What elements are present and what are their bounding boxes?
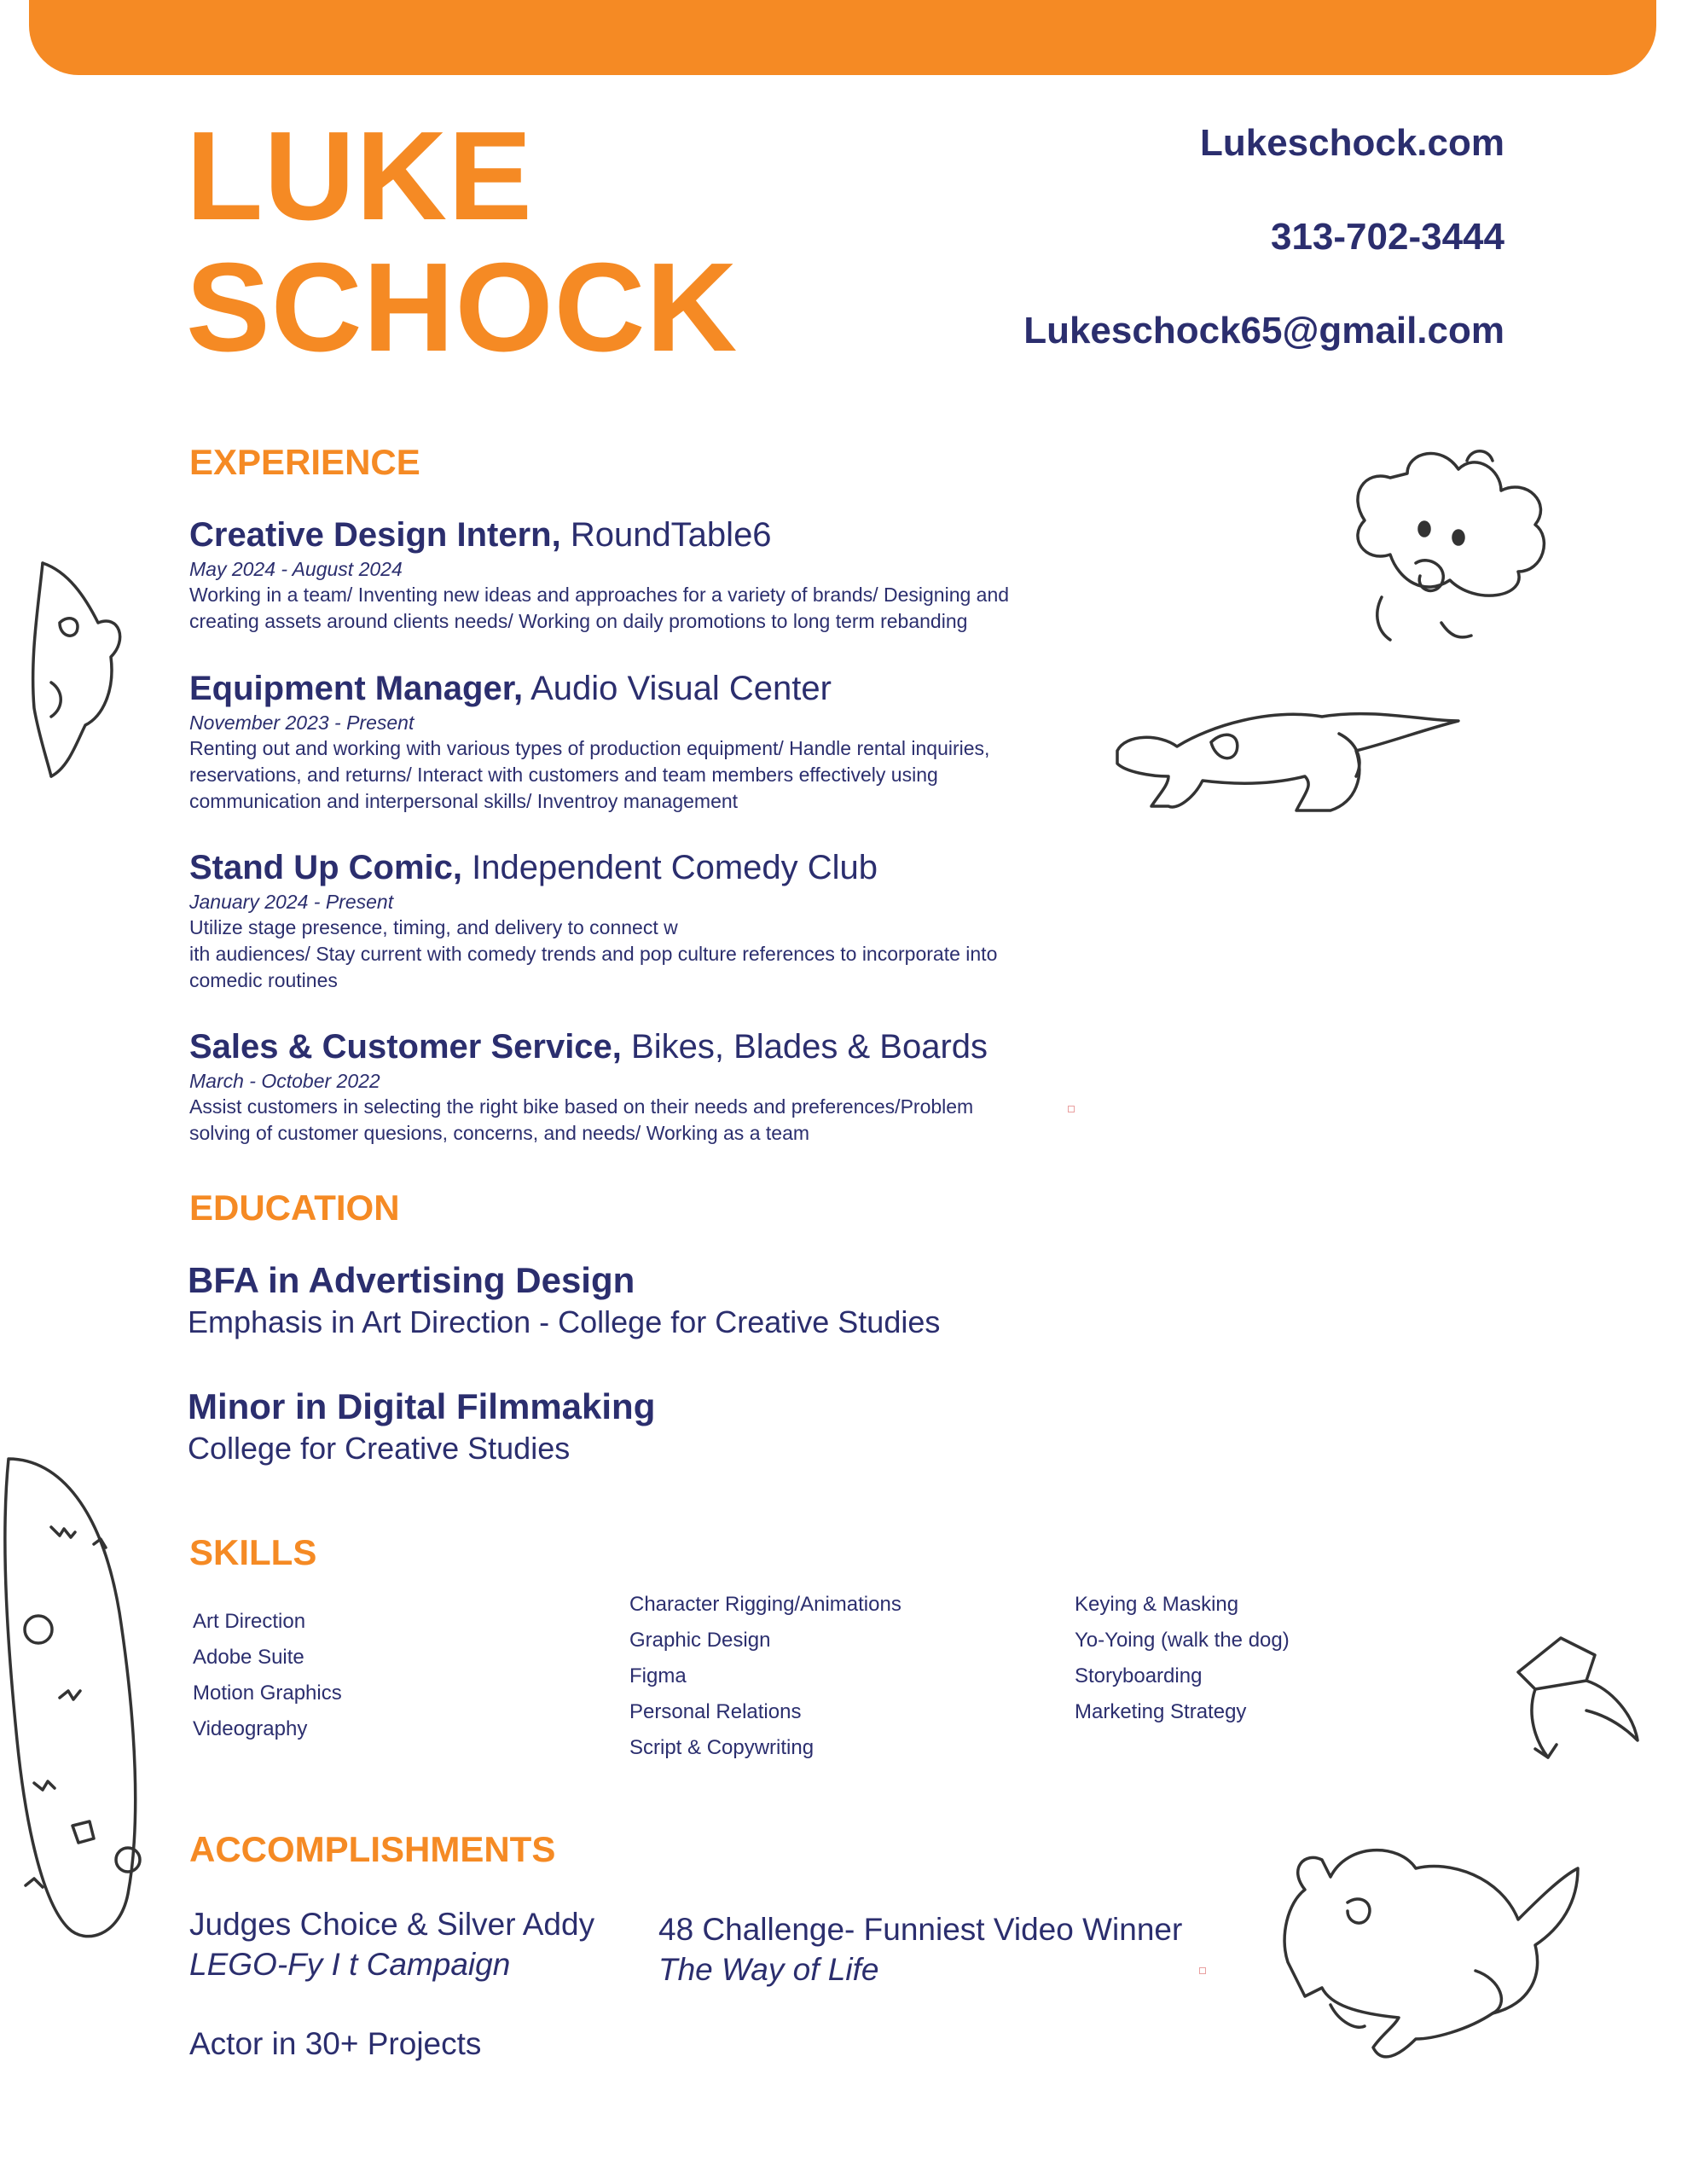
skill-item: Figma	[629, 1664, 687, 1687]
accomplishment-item	[658, 1909, 1182, 1989]
job-entry	[189, 846, 1076, 994]
degree-detail: Emphasis in Art Direction - College for Creative Studies	[188, 1304, 941, 1339]
job-dates: March - October 2022	[189, 1070, 380, 1092]
job-title: Sales & Customer Service,	[189, 1028, 622, 1066]
accomplishment-subtitle: LEGO-Fy I t Campaign	[189, 1947, 511, 1982]
skill-item: Motion Graphics	[193, 1682, 342, 1705]
job-title: Stand Up Comic,	[189, 849, 463, 886]
skills-heading: SKILLS	[189, 1532, 317, 1572]
job-company: Bikes, Blades & Boards	[631, 1028, 988, 1066]
accomplishment-item	[189, 2024, 481, 2064]
accomplishment-item	[189, 1904, 594, 1984]
skateboard-doodle	[0, 1442, 162, 1954]
degree: BFA in Advertising Design	[188, 1260, 635, 1300]
top-accent-bar	[29, 0, 1656, 75]
skills-column	[193, 1604, 342, 1747]
job-title: Equipment Manager,	[189, 670, 524, 707]
skill-item: Art Direction	[193, 1610, 306, 1633]
dog-doodle	[1254, 1809, 1612, 2099]
job-dates: November 2023 - Present	[189, 712, 415, 734]
accomplishment-title: Actor in 30+ Projects	[189, 2026, 482, 2061]
skill-item: Storyboarding	[1075, 1664, 1203, 1687]
accomplishment-subtitle: The Way of Life	[658, 1952, 879, 1987]
accomplishments-heading: ACCOMPLISHMENTS	[189, 1829, 556, 1869]
resume-name	[186, 106, 739, 378]
contact-info	[1023, 118, 1504, 399]
job-dates: January 2024 - Present	[189, 891, 394, 913]
skill-item: Videography	[193, 1717, 308, 1740]
skill-item: Yo-Yoing (walk the dog)	[1075, 1629, 1290, 1652]
bird-hat-doodle	[1501, 1621, 1655, 1774]
skill-item: Adobe Suite	[193, 1646, 304, 1669]
job-company: RoundTable6	[570, 516, 772, 554]
job-entry	[189, 667, 1076, 815]
job-company: Audio Visual Center	[530, 670, 832, 707]
small-mark	[1199, 1967, 1206, 1974]
skills-column	[1075, 1587, 1290, 1730]
job-description: Renting out and working with various types of production equipment/ Handle rental inquiries, reservations, and returns/ Interact with customers and team members effectively using communication and interpersonal skills/ Inventroy management	[189, 737, 990, 812]
job-title: Creative Design Intern,	[189, 516, 561, 554]
skills-column	[629, 1587, 901, 1766]
phone-number: 313-702-3444	[1270, 216, 1504, 258]
job-description: Utilize stage presence, timing, and delivery to connect w ith audiences/ Stay current with comedy trends and pop culture references to incorporate into comedic routines	[189, 916, 998, 991]
face-profile-doodle	[17, 555, 136, 793]
email-link[interactable]: Lukeschock65@gmail.com	[1023, 310, 1504, 351]
experience-heading: EXPERIENCE	[189, 442, 420, 482]
last-name: SCHOCK	[186, 237, 739, 378]
job-entry	[189, 1025, 1076, 1147]
website-link[interactable]: Lukeschock.com	[1199, 122, 1504, 164]
skill-item: Keying & Masking	[1075, 1593, 1239, 1616]
degree-detail: College for Creative Studies	[188, 1431, 571, 1466]
job-description: Assist customers in selecting the right bike based on their needs and preferences/Problem solving of customer quesions, concerns, and needs/ Working as a team	[189, 1095, 974, 1144]
alligator-doodle	[1100, 682, 1475, 828]
job-company: Independent Comedy Club	[472, 849, 878, 886]
job-dates: May 2024 - August 2024	[189, 558, 403, 580]
small-mark	[1068, 1106, 1075, 1112]
education-entry	[188, 1259, 940, 1343]
skill-item: Character Rigging/Animations	[629, 1593, 901, 1616]
first-name: LUKE	[186, 106, 533, 247]
skill-item: Script & Copywriting	[629, 1736, 815, 1759]
skill-item: Personal Relations	[629, 1700, 802, 1723]
education-heading: EDUCATION	[189, 1188, 400, 1228]
job-description: Working in a team/ Inventing new ideas and approaches for a variety of brands/ Designing and creating assets around clients needs/ Working on daily promotions to long term rebanding	[189, 584, 1010, 632]
skill-item: Graphic Design	[629, 1629, 771, 1652]
accomplishment-title: 48 Challenge- Funniest Video Winner	[658, 1912, 1183, 1947]
flower-creature-doodle	[1330, 427, 1586, 665]
education-entry	[188, 1385, 655, 1469]
skill-item: Marketing Strategy	[1075, 1700, 1247, 1723]
accomplishment-title: Judges Choice & Silver Addy	[189, 1907, 595, 1942]
degree: Minor in Digital Filmmaking	[188, 1386, 656, 1426]
job-entry	[189, 514, 1076, 635]
